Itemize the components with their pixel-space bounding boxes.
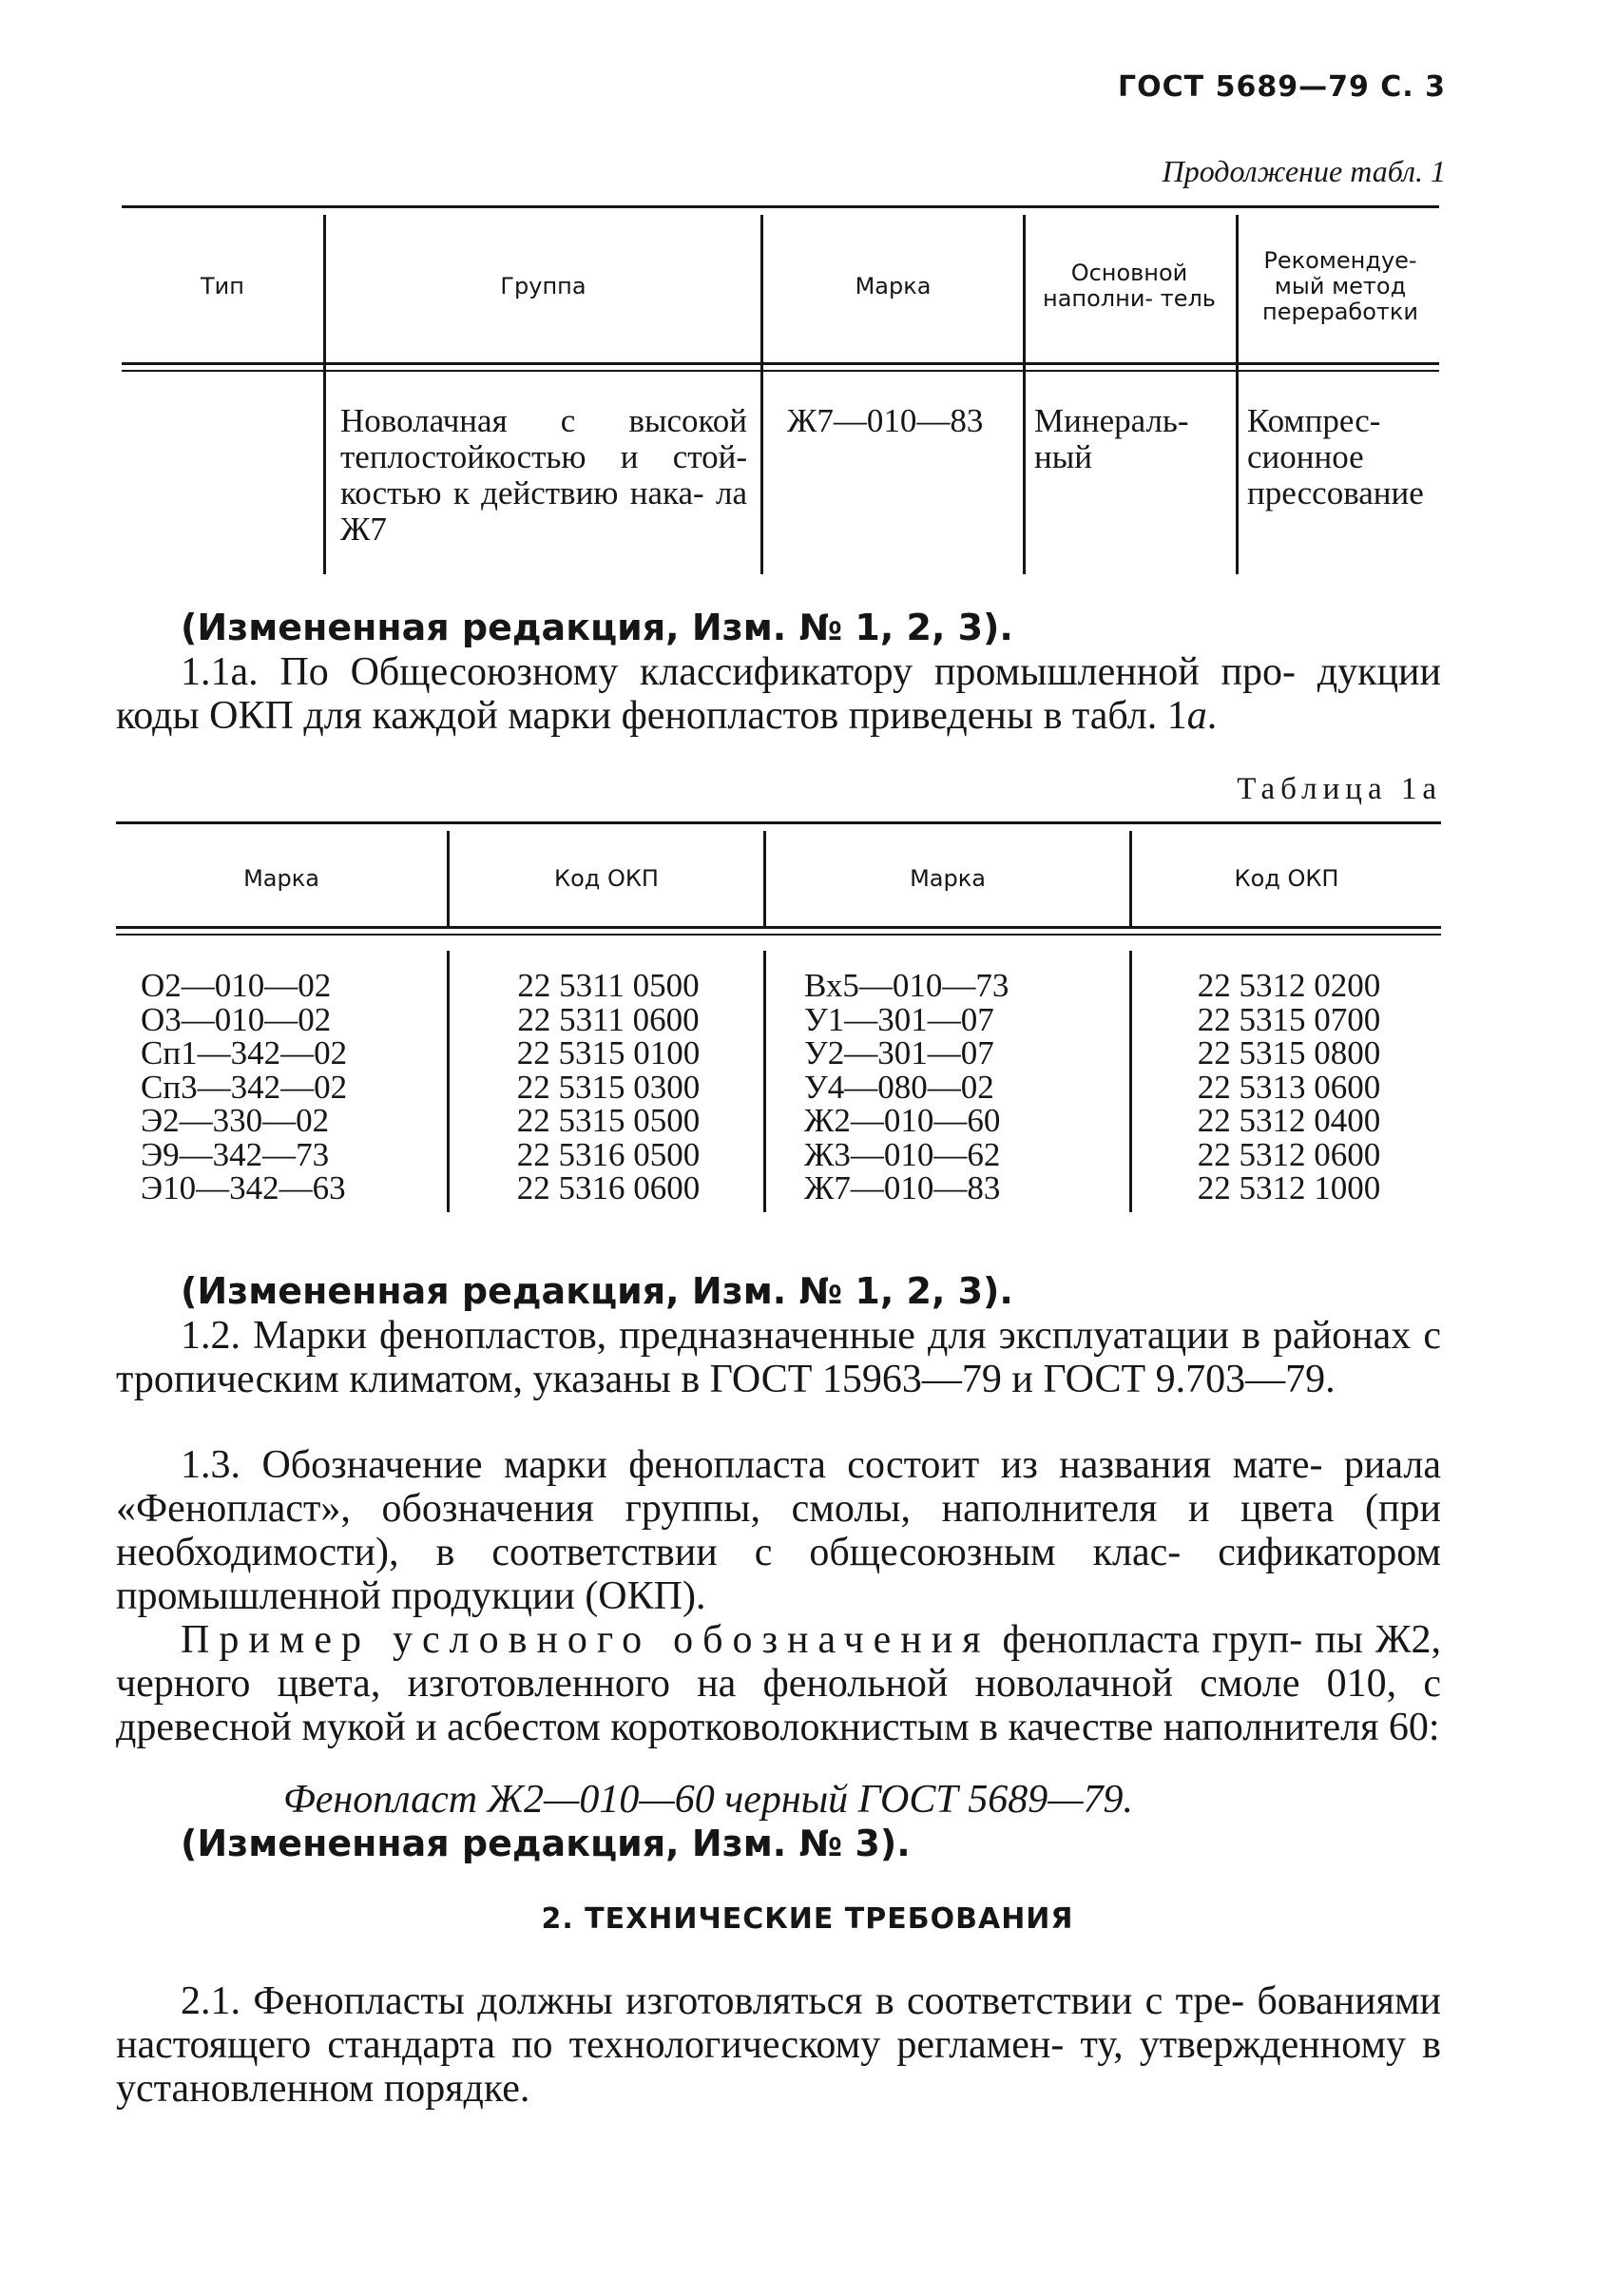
col-divider <box>1236 215 1239 574</box>
amendment-note: (Измененная редакция, Изм. № 3). <box>181 1823 911 1864</box>
table-top-rule <box>122 205 1439 208</box>
list-item: Сп3—342—02 <box>141 1068 348 1106</box>
col-divider <box>1129 951 1132 1212</box>
header-code-right: Код ОКП <box>1234 864 1339 892</box>
table-header-rule <box>122 362 1439 365</box>
paragraph-1-3: 1.3. Обозначение марки фенопласта состоит из названия мате- риала «Фенопласт», обозначения группы, смолы, наполнителя и цвета (при необходимости), в соответствии с общесоюзным клас- сификатором промышленной продукции (ОКП). <box>116 1443 1441 1618</box>
paragraph-italic-letter: а <box>1186 694 1207 738</box>
list-item: 22 5315 0700 <box>1197 1000 1381 1038</box>
table-top-rule <box>116 821 1441 824</box>
list-item: 22 5312 0400 <box>1197 1102 1381 1139</box>
cell-brand: Ж7—010—83 <box>787 402 984 439</box>
paragraph-example <box>116 1618 1441 1749</box>
table-continuation-label: Продолжение табл. 1 <box>1162 154 1446 188</box>
cell-filler: Минераль- ный <box>1034 402 1189 475</box>
paragraph-1-2: 1.2. Марки фенопластов, предназначенные для эксплуатации в районах с тропическим климатом, указаны в ГОСТ 15963—79 и ГОСТ 9.703—79. <box>116 1314 1441 1401</box>
brands-right-column <box>804 969 1118 1206</box>
amendment-note: (Измененная редакция, Изм. № 1, 2, 3). <box>181 1270 1013 1312</box>
header-method: Рекомендуе- мый метод переработки <box>1262 246 1418 325</box>
list-item: Э10—342—63 <box>141 1169 346 1206</box>
codes-left-column <box>454 969 762 1206</box>
header-filler: Основной наполни- тель <box>1043 260 1216 312</box>
example-text: фенопласта груп- пы Ж2, черного цвета, изготовленного на фенольной новолачной смоле 010, с древесной мукой и асбестом коротковолокнистым в качестве наполнителя 60: <box>116 1618 1441 1749</box>
list-item: 22 5312 0600 <box>1197 1135 1381 1173</box>
list-item: О2—010—02 <box>141 967 332 1004</box>
list-item: Ж2—010—60 <box>804 1102 1001 1139</box>
list-item: Э9—342—73 <box>141 1135 330 1173</box>
list-item: Вх5—010—73 <box>804 967 1009 1004</box>
cell-group: Новолачная с высокой теплостойкостью и стой- костью к действию нака- ла Ж7 <box>340 402 747 548</box>
list-item: 22 5315 0800 <box>1197 1034 1381 1071</box>
col-divider <box>763 951 766 1212</box>
list-item: У1—301—07 <box>804 1000 994 1038</box>
table-header-rule <box>116 926 1441 929</box>
table-header-rule-double <box>122 370 1439 372</box>
list-item: 22 5315 0300 <box>516 1068 701 1106</box>
table-header-rule-double <box>116 934 1441 936</box>
list-item: 22 5311 0500 <box>517 967 700 1004</box>
list-item: 22 5312 1000 <box>1197 1169 1381 1206</box>
paragraph-2-1: 2.1. Фенопласты должны изготовляться в соответствии с тре- бованиями настоящего стандарта по технологическому регламен- ту, утвержденному в установленном порядке. <box>116 1979 1441 2111</box>
brands-left-column <box>141 969 441 1206</box>
cell-method: Компрес- сионное прессование <box>1247 402 1424 511</box>
list-item: Ж7—010—83 <box>804 1169 1001 1206</box>
header-brand-left: Марка <box>243 864 319 892</box>
table-1a-label: Таблица 1а <box>1237 772 1442 806</box>
list-item: 22 5312 0200 <box>1197 967 1381 1004</box>
list-item: 22 5315 0500 <box>516 1102 701 1139</box>
header-type: Тип <box>201 272 244 299</box>
list-item: У4—080—02 <box>804 1068 994 1106</box>
header-brand: Марка <box>855 272 932 299</box>
list-item: Сп1—342—02 <box>141 1034 348 1071</box>
amendment-note: (Измененная редакция, Изм. № 1, 2, 3). <box>181 607 1013 648</box>
list-item: О3—010—02 <box>141 1000 332 1038</box>
paragraph-text: 1.1а. По Общесоюзному классификатору промышленной про- дукции коды ОКП для каждой марки фенопластов приведены в табл. 1 <box>116 650 1441 738</box>
header-code-left: Код ОКП <box>554 864 659 892</box>
codes-right-column <box>1137 969 1441 1206</box>
section-title: 2. ТЕХНИЧЕСКИЕ ТРЕБОВАНИЯ <box>541 1902 1074 1936</box>
list-item: 22 5316 0600 <box>516 1169 701 1206</box>
list-item: Э2—330—02 <box>141 1102 330 1139</box>
example-label: Пример условного обозначения <box>181 1618 990 1662</box>
page-header: ГОСТ 5689—79 С. 3 <box>1118 70 1446 104</box>
header-brand-right: Марка <box>910 864 986 892</box>
paragraph-1-1a <box>116 650 1441 738</box>
list-item: 22 5311 0600 <box>517 1000 700 1038</box>
list-item: Ж3—010—62 <box>804 1135 1001 1173</box>
col-divider <box>1023 215 1026 574</box>
list-item: 22 5316 0500 <box>516 1135 701 1173</box>
list-item: 22 5315 0100 <box>516 1034 701 1071</box>
example-formula: Фенопласт Ж2—010—60 черный ГОСТ 5689—79. <box>283 1778 1134 1822</box>
col-divider <box>447 951 450 1212</box>
paragraph-end: . <box>1206 694 1218 738</box>
header-group: Группа <box>500 272 586 299</box>
list-item: 22 5313 0600 <box>1197 1068 1381 1106</box>
list-item: У2—301—07 <box>804 1034 994 1071</box>
